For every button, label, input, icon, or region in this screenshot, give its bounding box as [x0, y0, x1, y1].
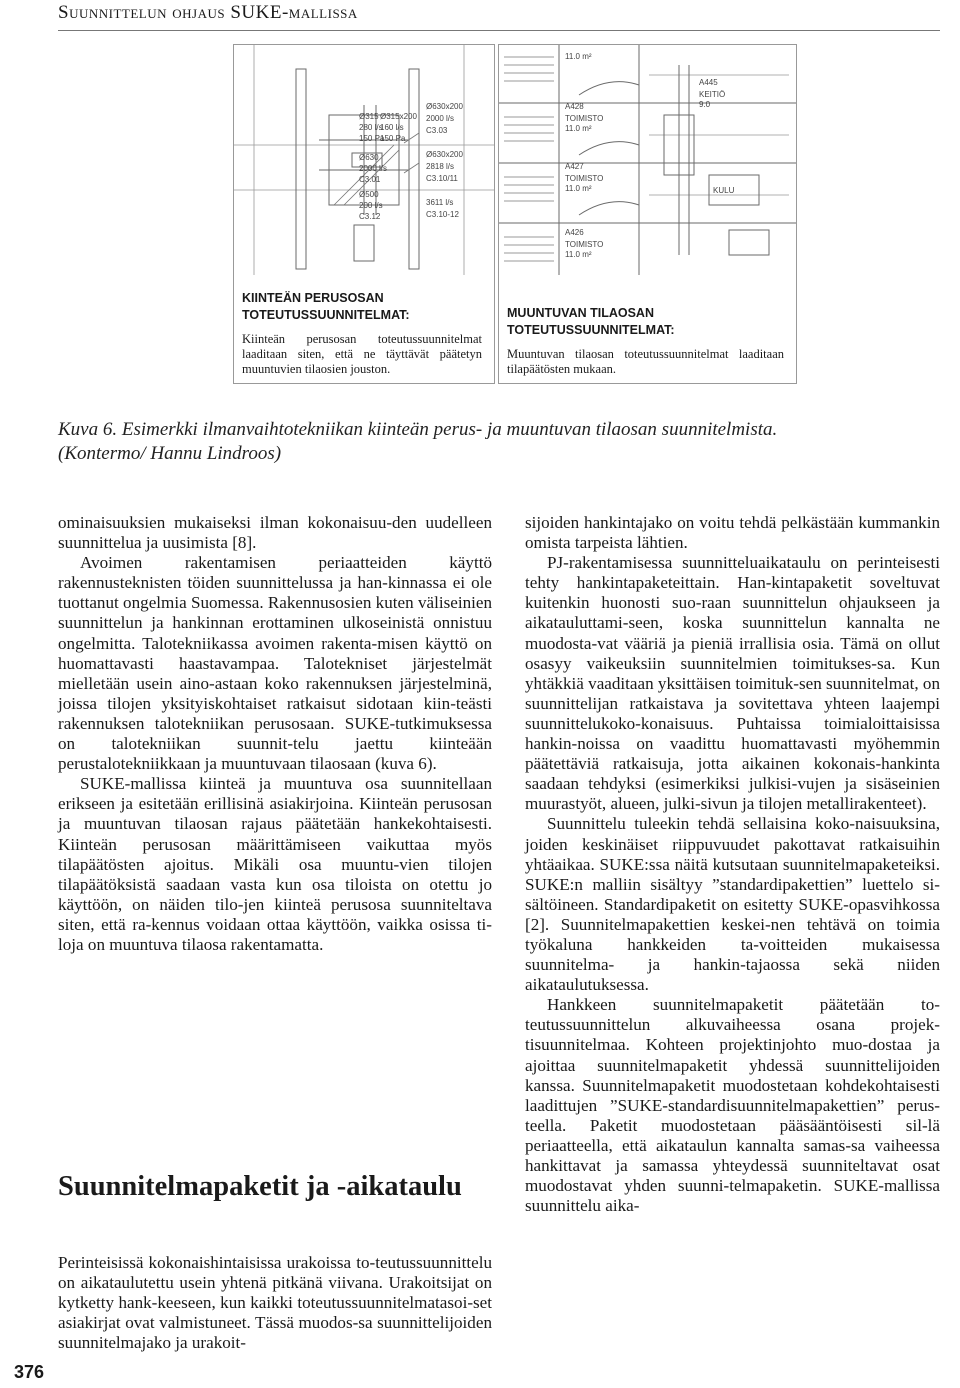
drawing-label: 9.0	[699, 100, 711, 109]
drawing-label: 11.0 m²	[565, 250, 592, 259]
drawing-label: Ø630	[359, 153, 379, 162]
drawing-label: TOIMISTO	[565, 174, 604, 183]
right-drawing-labels	[565, 52, 735, 259]
paragraph: PJ-rakentamisessa suunnitteluaikataulu on perinteisesti tehty hankintapaketeittain. Han-kintapaketit soveltuvat kuitenkin huonosti suo-raan suunnittelun ohjaukseen ja aikatauluttami-seen, koska suunnittelun kannalta ne muodosta-vat vääriä ja pieniä irrallisia osia. Tämä on ollut osasyy vaikeuksiin suunnitelmien toimitukses-sa. Kun yhtäkkiä vaaditaan yksittäisen toimituk-sen suunnitelmat, on suunnittelijan ratkaistava ja sovitettava yhteen laajempi suunnittelukoko-konaisuus. Puhtaissa toimialoittaisissa hankin-noissa on vaadittu huomattavasti myöhemmin päätettäviä ratkaisuja, jotta aikainen kokonais-hankinta saadaan tehdyksi (esimerkiksi julkisi-vujen ja sisäseinien muurastyöt, alueen, julki-sivun ja tilojen metallirakenteet).	[525, 553, 940, 814]
drawing-label: A427	[565, 162, 584, 171]
right-panel-title-line1: MUUNTUVAN TILAOSAN	[507, 306, 654, 320]
left-drawing-labels	[359, 102, 463, 221]
paragraph: Hankkeen suunnitelmapaketit päätetään to-teutussuunnittelun alkuvaiheessa osana projek-tisuunnitelmaa. Kohteen projektinjohto muo-dostaa ja ajoittaa suunnitelmapaketit yhdessä suunnittelijoiden kanssa. Suunnitelmapaketit muodostetaan kohdekohtaisesti laadittujen ”SUKE-standardisuunnitelmapakettien” perus-teella. Paketit muodostetaan pääsääntöisesti sil-lä periaatteella, että aikataulun kannalta samas-sa vaiheessa hankittavat ja samassa yhteydessä suunniteltavat osat muodostavat yhden suunni-telmapaketin. SUKE-mallissa suunnittelu aika-	[525, 995, 940, 1216]
drawing-label: 160 l/s	[380, 123, 404, 132]
paragraph: sijoiden hankintajako on voitu tehdä pelkästään kummankin omista tarpeista lähtien.	[525, 513, 940, 553]
drawing-label: C3.01	[359, 175, 381, 184]
drawing-label: 11.0 m²	[565, 124, 592, 133]
figure-caption-credit: (Kontermo/ Hannu Lindroos)	[58, 443, 282, 464]
figure-panel-fixed-base	[233, 44, 495, 384]
drawing-label: Ø315	[359, 112, 379, 121]
figure-caption-main: Kuva 6. Esimerkki ilmanvaihtotekniikan kiinteän perus- ja muuntuvan tilaosan suunnitelmista.	[58, 419, 778, 440]
paragraph: SUKE-mallissa kiinteä ja muuntuva osa suunnitellaan erikseen ja esitetään erillisinä asiakirjoina. Kiinteän perusosan ja muuntuvan tilaosan rajaus päätetään hankekohtaisesti. Kiinteän perusosan määrittämiseen vaikuttaa myös tilapäätösten ajoitus. Mikäli osa muuntu-vien tilojen tilapäätöksistä saadaan vasta kun osa tiloista on otettu jo käyttöön, on näiden tilo-jen kiinteä perusosa suunniteltava siten, että ra-kennus voidaan ottaa käyttöön, vaikka osissa ti-loja on muuntuva tilaosa rakentamatta.	[58, 774, 492, 954]
drawing-label: 11.0 m²	[565, 184, 592, 193]
drawing-label: 2000 l/s	[359, 164, 388, 173]
drawing-label: 150 Pa	[359, 134, 385, 143]
drawing-label: TOIMISTO	[565, 240, 604, 249]
drawing-label: Ø315x200	[380, 112, 417, 121]
drawing-label: Ø630x200	[426, 150, 463, 159]
drawing-label: 11.0 m²	[565, 52, 592, 61]
figure	[233, 44, 796, 384]
drawing-label: A428	[565, 102, 584, 111]
left-panel-title-line2: TOTEUTUSSUUNNITELMAT:	[242, 308, 410, 322]
drawing-label: 2818 l/s	[426, 162, 455, 171]
drawing-label: KULU	[713, 186, 735, 195]
drawing-label: C3.03	[426, 126, 448, 135]
right-panel-text: Muuntuvan tilaosan toteutussuunnitelmat laaditaan tilapäätösten mukaan.	[507, 347, 784, 376]
drawing-label: A426	[565, 228, 584, 237]
right-panel-title	[507, 305, 784, 339]
right-panel-title-line2: TOTEUTUSSUUNNITELMAT:	[507, 323, 675, 337]
paragraph: Avoimen rakentamisen periaatteiden käyttö rakennusteknisten töiden suunnittelussa ja han-kinnassa ei ole tuottanut ongelmia Suomessa. Rakennusosien kuten väliseinien suunnittelun ja hankinnan erottaminen ulkoseinistä onnistuu ongelmitta. Talotekniikassa avoimen rakenta-misen käyttö on huomattavasti haastavampaa. Talotekniset järjestelmät mielletään usein aino-astaan koko rakennuksen järjestelminä, joissa tilojen yksityiskohtaiset ratkaisut sidotaan kiin-teästi rakennuksen talotekniikan perusosaan. SUKE-tutkimuksessa on talotekniikan suunnit-telu jaettu kiinteään perustalotekniikkaan ja muuntuvaan tilaosaan (kuva 6).	[58, 553, 492, 774]
page-number: 376	[14, 1362, 45, 1382]
header-rule	[58, 30, 940, 31]
left-column	[58, 513, 492, 1353]
drawing-label: 2000 l/s	[426, 114, 455, 123]
drawing-label: 280 l/s	[359, 123, 383, 132]
paragraph: Perinteisissä kokonaishintaisissa urakoissa to-teutussuunnittelu on aikataulutettu usein yhtenä pitkänä viivana. Urakoitsijat on kytketty hank-keeseen, kun kaikki toteutussuunnitelmatasoi-set asiakirjat ovat valmistuneet. Tässä muodos-sa suunnittelijoiden suunnitelmajako ja urakoit-	[58, 1253, 492, 1353]
drawing-label: 150 Pa	[380, 134, 406, 143]
left-panel-text: Kiinteän perusosan toteutussuunnitelmat laaditaan siten, että ne täyttävät päätetyn muuntuvien tilaosien jouston.	[242, 332, 482, 376]
drawing-label: KEITIÖ	[699, 90, 726, 99]
figure-panel-variable-space	[498, 44, 797, 384]
paragraph: ominaisuuksien mukaiseksi ilman kokonaisuu-den uudelleen suunnittelua ja uusimista [8].	[58, 513, 492, 553]
hvac-base-drawing	[234, 45, 494, 275]
left-panel-title	[242, 290, 482, 324]
drawing-label: C3.10/11	[426, 174, 458, 183]
left-panel-title-line1: KIINTEÄN PERUSOSAN	[242, 291, 384, 305]
drawing-label: 3611 l/s	[426, 198, 454, 207]
section-heading: Suunnitelmapaketit ja -aikataulu	[58, 1171, 462, 1202]
right-panel-caption	[499, 295, 796, 383]
paragraph: Suunnittelu tuleekin tehdä sellaisina koko-naisuuksina, joiden keskinäiset riippuvuudet pakottavat ratkaisuihin yhtäaikaa. SUKE:ssa näitä kutsutaan suunnitelmapaketeiksi. SUKE:n malliin sisältyy ”standardipakettien” luettelo si-sältöineen. Standardipaketit on esitetty SUKE-opasvihkossa [2]. Suunnitelmapakettien keskei-nen tehtävä on toimia työkaluna hankkeiden ta-voitteiden mukaisessa suunnitelma- ja hankin-tajaossa sekä niiden aikataulutuksessa.	[525, 814, 940, 995]
hvac-space-drawing	[499, 45, 796, 275]
drawing-label: A445	[699, 78, 718, 87]
drawing-label: 200 l/s	[359, 201, 383, 210]
drawing-label: Ø630x200	[426, 102, 463, 111]
running-header-title-suffix: mallissa	[288, 2, 358, 23]
running-header-title: Suunnittelun ohjaus SUKE-	[58, 2, 289, 23]
drawing-label: C3.12	[359, 212, 381, 221]
drawing-label: TOIMISTO	[565, 114, 604, 123]
left-panel-caption	[234, 280, 494, 383]
running-header	[58, 2, 358, 24]
room-row	[504, 57, 554, 261]
figure-caption	[58, 418, 938, 466]
drawing-label: Ø500	[359, 190, 379, 199]
drawing-label: C3.10-12	[426, 210, 459, 219]
right-column	[525, 513, 940, 1216]
